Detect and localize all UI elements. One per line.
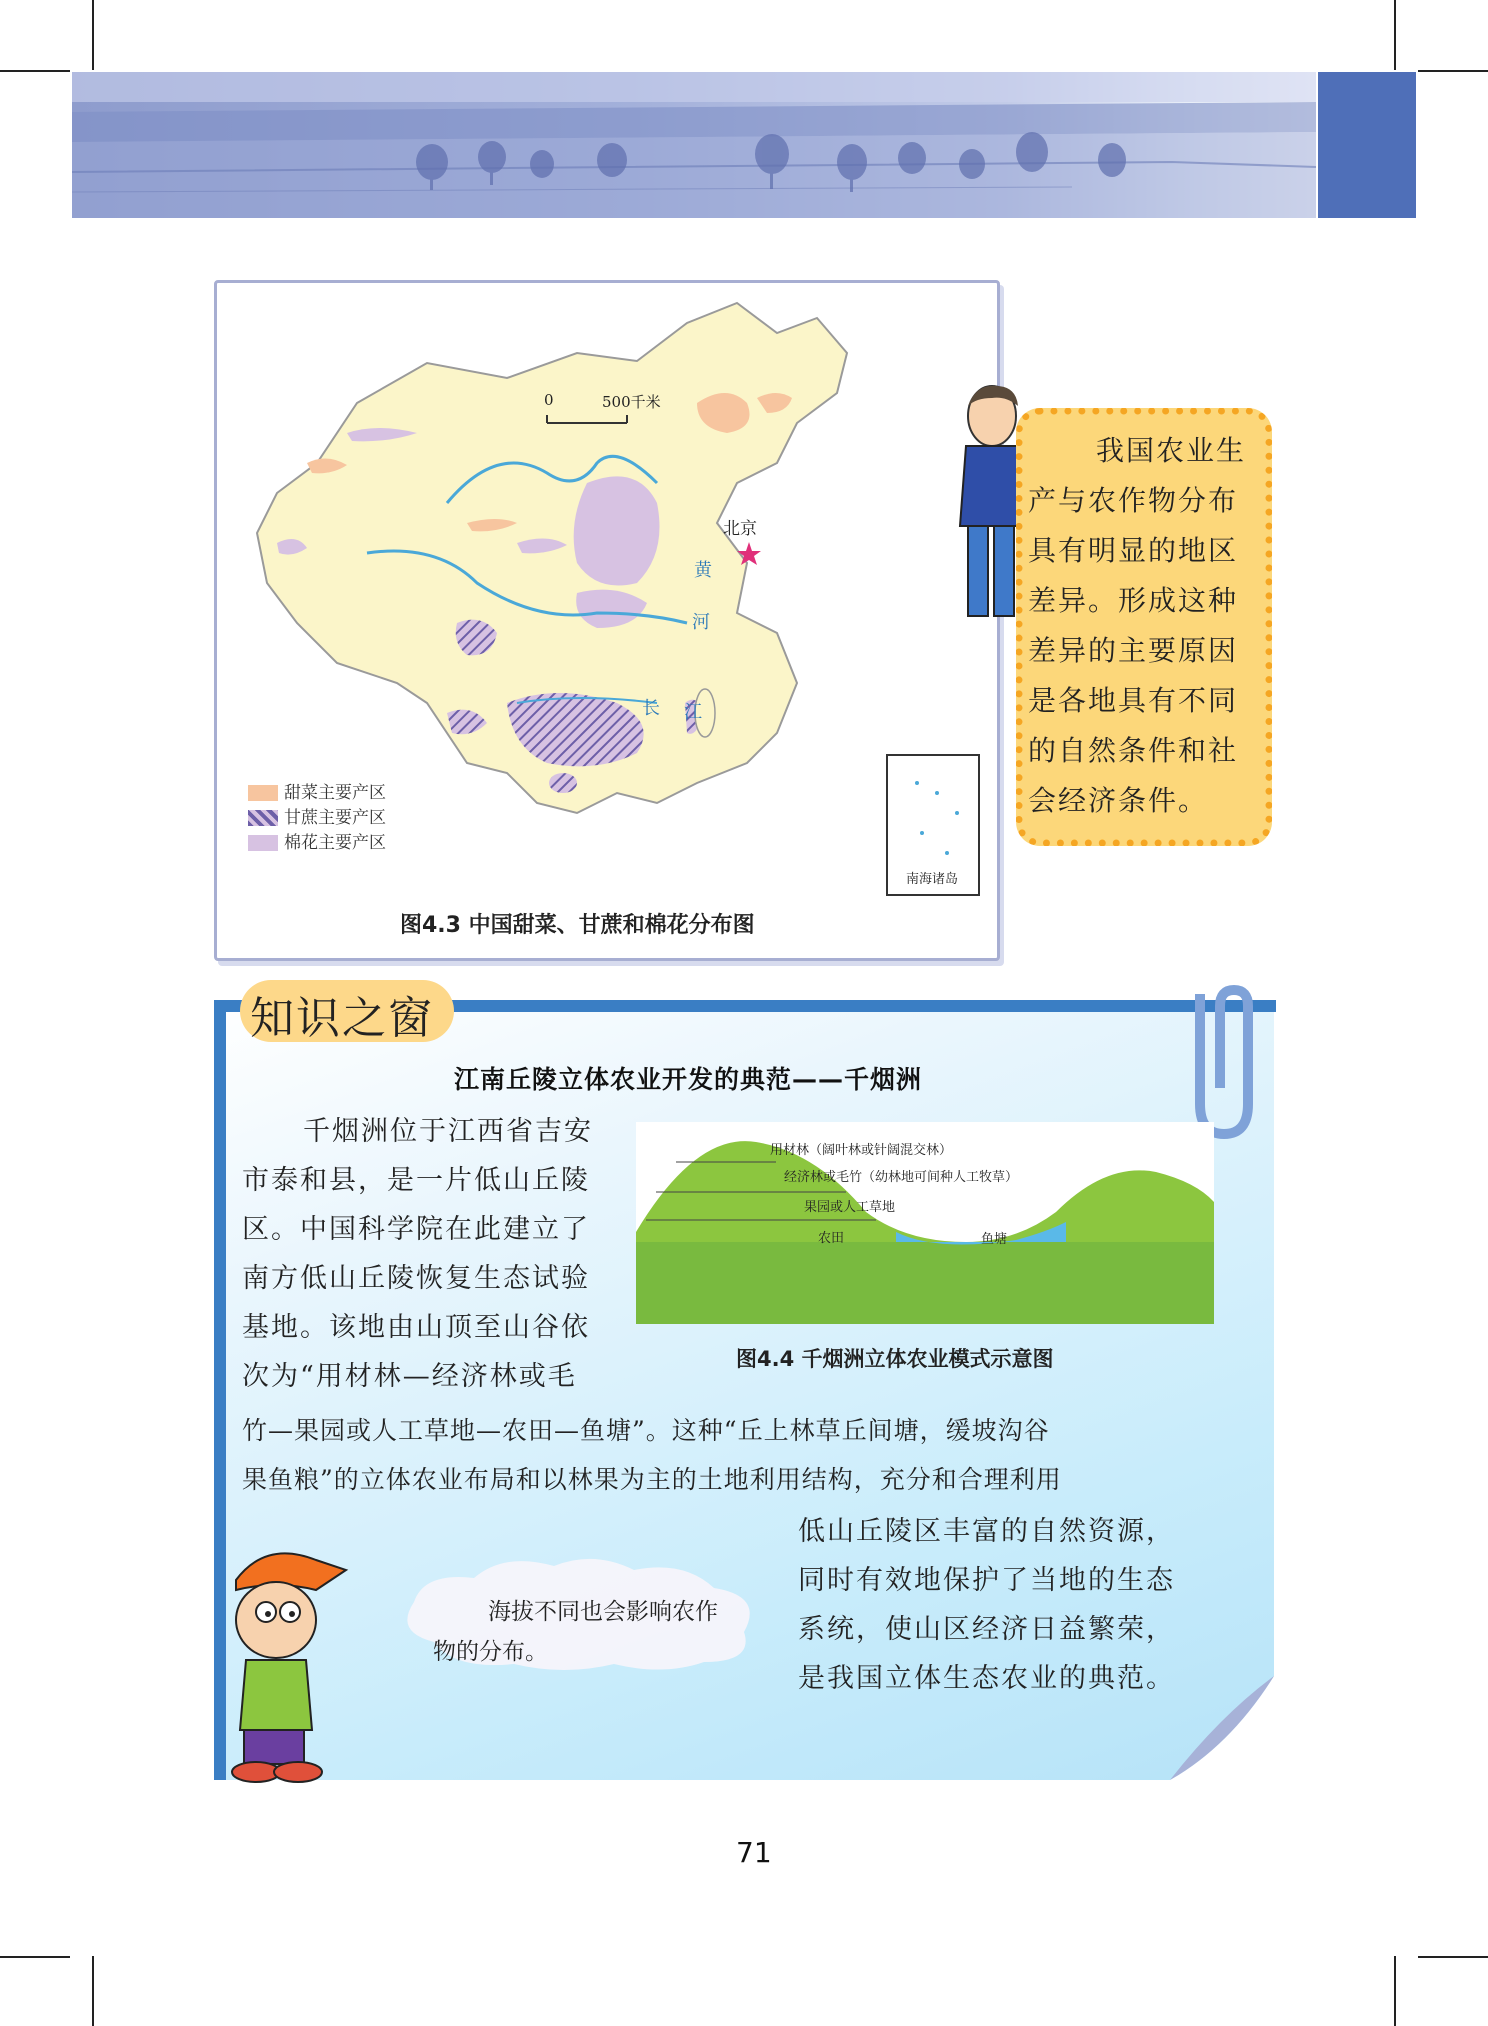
beijing-label: 北京 [723, 519, 757, 539]
body-text-line: 竹—果园或人工草地—农田—鱼塘”。这种“丘上林草丘间塘，缓坡沟谷 [242, 1416, 1050, 1445]
diagram-label-timber-forest: 用材林（阔叶林或针阔混交林） [770, 1143, 953, 1158]
diagram-label-farmland: 农田 [818, 1231, 845, 1246]
legend-item-sugar-cane [248, 803, 386, 828]
body-text-line: 是我国立体生态农业的典范。 [798, 1663, 1175, 1694]
crop-mark [92, 1956, 94, 2026]
legend-swatch [248, 810, 278, 826]
crop-mark [92, 0, 94, 70]
diagram-label-economic-forest: 经济林或毛竹（幼林地可间种人工牧草） [784, 1170, 1019, 1185]
body-text-line: 基地。该地由山顶至山谷依 [242, 1312, 590, 1343]
scale-zero: 0 [544, 391, 554, 409]
legend-swatch [248, 835, 278, 851]
legend-label: 棉花主要产区 [284, 833, 386, 853]
page-curl-corner [1170, 1676, 1274, 1780]
legend-swatch [248, 785, 278, 801]
body-text-line: 同时有效地保护了当地的生态 [798, 1565, 1175, 1596]
yangtze-river-label: 长 [642, 698, 660, 719]
diagram-label-orchard: 果园或人工草地 [804, 1200, 896, 1215]
yellow-river-label: 黄 [694, 560, 712, 581]
page-number: 71 [736, 1836, 772, 1869]
yangtze-river-label: 江 [684, 702, 702, 723]
diagram-label-fish-pond: 鱼塘 [981, 1232, 1008, 1247]
knowledge-window-tag-label: 知识之窗 [250, 993, 434, 1044]
legend-label: 甜菜主要产区 [284, 783, 386, 803]
body-text-line: 千烟洲位于江西省吉安 [303, 1116, 593, 1147]
yellow-river-label: 河 [692, 612, 710, 633]
cloud-text-line: 物的分布。 [433, 1639, 548, 1665]
boy-character-illustration [206, 1540, 356, 1786]
body-text-line: 次为“用材林—经济林或毛 [242, 1361, 577, 1392]
inset-label: 南海诸岛 [906, 872, 959, 887]
body-text-line: 系统，使山区经济日益繁荣， [798, 1614, 1175, 1645]
crop-mark [0, 1956, 70, 1958]
body-text-line: 区。中国科学院在此建立了 [242, 1214, 590, 1245]
body-text-line: 市泰和县，是一片低山丘陵 [242, 1165, 590, 1196]
crop-mark [0, 70, 70, 72]
article-title: 江南丘陵立体农业开发的典范——千烟洲 [454, 1065, 923, 1094]
map-figure [214, 280, 1000, 961]
body-text-line: 南方低山丘陵恢复生态试验 [242, 1263, 590, 1294]
crop-mark [1394, 0, 1396, 70]
map-caption: 图4.3 中国甜菜、甘蔗和棉花分布图 [400, 913, 755, 938]
crop-mark [1418, 1956, 1488, 1958]
chapter-tab [1318, 72, 1416, 218]
header-banner-landscape [72, 72, 1316, 218]
legend-item-cotton [248, 828, 386, 853]
scale-label: 500千米 [602, 393, 661, 411]
legend-label: 甘蔗主要产区 [284, 808, 386, 828]
crop-mark [1418, 70, 1488, 72]
body-text-line: 果鱼粮”的立体农业布局和以林果为主的土地利用结构，充分和合理利用 [242, 1465, 1062, 1494]
cloud-text-line: 海拔不同也会影响农作 [488, 1599, 718, 1625]
body-text-line: 低山丘陵区丰富的自然资源， [798, 1516, 1175, 1547]
teacher-speech-text: 我国农业生产与农作物分布具有明显的地区差异。形成这种差异的主要原因是各地具有不同的自然条件和社会经济条件。 [1028, 434, 1247, 817]
diagram-caption: 图4.4 千烟洲立体农业模式示意图 [736, 1347, 1054, 1371]
legend-item-sugar-beet [248, 778, 386, 803]
crop-mark [1394, 1956, 1396, 2026]
